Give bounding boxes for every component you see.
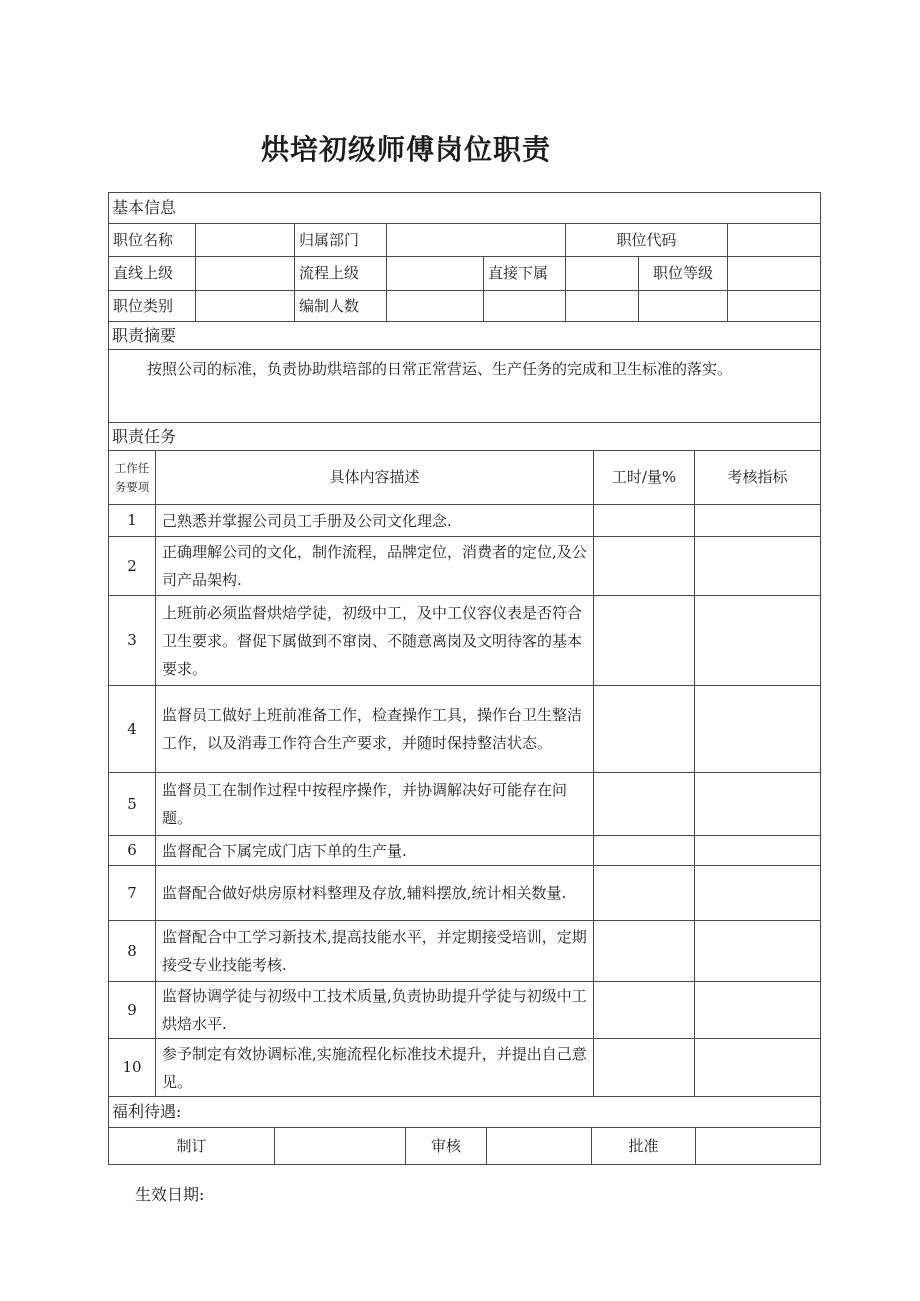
task-description: 监督配合中工学习新技术,提高技能水平，并定期接受培训，定期接受专业技能考核. [156, 921, 594, 982]
task-description: 监督配合下属完成门店下单的生产量. [156, 836, 594, 866]
task-description: 上班前必须监督烘焙学徒，初级中工，及中工仪容仪表是否符合卫生要求。督促下属做到不窜岗、不随意离岗及文明待客的基本要求。 [156, 596, 594, 686]
cell-headcount-value-3 [566, 291, 639, 322]
cell-line-manager-value [196, 257, 295, 291]
label-position-category: 职位类别 [109, 291, 196, 322]
basic-info-table [108, 192, 821, 322]
cell-headcount-value-4 [639, 291, 728, 322]
cell-position-category-value [196, 291, 295, 322]
approval-table [108, 1096, 821, 1165]
cell-drafted-value [275, 1128, 406, 1165]
page-title: 烘培初级师傅岗位职责 [260, 133, 551, 166]
label-department: 归属部门 [295, 224, 387, 257]
task-kpi-cell [695, 836, 821, 866]
task-description: 参予制定有效协调标准,实施流程化标准技术提升，并提出自己意见。 [156, 1039, 594, 1097]
task-kpi-cell [695, 537, 821, 596]
cell-department-value [387, 224, 566, 257]
task-description: 己熟悉并掌握公司员工手册及公司文化理念. [156, 505, 594, 537]
document-body [108, 192, 820, 1165]
label-position-name: 职位名称 [109, 224, 196, 257]
task-row [109, 866, 821, 921]
tasks-header-no: 工作任务要项 [109, 451, 156, 505]
task-description: 监督配合做好烘房原材料整理及存放,辅料摆放,统计相关数量. [156, 866, 594, 921]
task-kpi-cell [695, 982, 821, 1039]
task-row [109, 537, 821, 596]
label-headcount: 编制人数 [295, 291, 387, 322]
task-kpi-cell [695, 773, 821, 836]
task-no: 2 [109, 537, 156, 596]
label-position-grade: 职位等级 [639, 257, 728, 291]
task-kpi-cell [695, 866, 821, 921]
cell-approved-value [696, 1128, 821, 1165]
label-direct-reports: 直接下属 [484, 257, 566, 291]
task-row [109, 686, 821, 773]
cell-position-name-value [196, 224, 295, 257]
section-welfare: 福利待遇: [109, 1097, 821, 1128]
task-time-cell [594, 505, 695, 537]
task-no: 1 [109, 505, 156, 537]
task-no: 8 [109, 921, 156, 982]
task-no: 5 [109, 773, 156, 836]
task-time-cell [594, 836, 695, 866]
tasks-header-description: 具体内容描述 [156, 451, 594, 505]
task-kpi-cell [695, 686, 821, 773]
summary-text: 按照公司的标准，负责协助烘培部的日常正常营运、生产任务的完成和卫生标准的落实。 [109, 350, 821, 423]
task-row [109, 773, 821, 836]
task-time-cell [594, 982, 695, 1039]
task-no: 10 [109, 1039, 156, 1097]
section-tasks: 职责任务 [109, 423, 821, 451]
label-reviewed: 审核 [406, 1128, 487, 1165]
task-time-cell [594, 596, 695, 686]
cell-direct-reports-value [566, 257, 639, 291]
task-no: 9 [109, 982, 156, 1039]
task-row [109, 982, 821, 1039]
label-process-manager: 流程上级 [295, 257, 387, 291]
task-time-cell [594, 773, 695, 836]
label-line-manager: 直线上级 [109, 257, 196, 291]
task-time-cell [594, 866, 695, 921]
section-summary: 职责摘要 [109, 322, 821, 350]
task-row [109, 505, 821, 537]
summary-table [108, 321, 821, 423]
task-time-cell [594, 686, 695, 773]
task-row [109, 596, 821, 686]
cell-headcount-value-1 [387, 291, 484, 322]
effective-date-label: 生效日期: [135, 1185, 205, 1204]
task-time-cell [594, 921, 695, 982]
cell-position-code-value [728, 224, 821, 257]
label-position-code: 职位代码 [566, 224, 728, 257]
cell-headcount-value-2 [484, 291, 566, 322]
cell-process-manager-value [387, 257, 484, 291]
task-time-cell [594, 537, 695, 596]
tasks-header-kpi: 考核指标 [695, 451, 821, 505]
task-no: 6 [109, 836, 156, 866]
section-basic-info: 基本信息 [109, 193, 821, 224]
cell-reviewed-value [487, 1128, 592, 1165]
task-description: 监督员工在制作过程中按程序操作，并协调解决好可能存在问题。 [156, 773, 594, 836]
label-drafted: 制订 [109, 1128, 275, 1165]
tasks-table [108, 422, 821, 1097]
task-kpi-cell [695, 596, 821, 686]
task-description: 正确理解公司的文化，制作流程，品牌定位，消费者的定位,及公司产品架构. [156, 537, 594, 596]
task-row [109, 921, 821, 982]
cell-headcount-value-5 [728, 291, 821, 322]
task-row [109, 1039, 821, 1097]
task-no: 7 [109, 866, 156, 921]
task-description: 监督员工做好上班前准备工作，检查操作工具，操作台卫生整洁工作，以及消毒工作符合生产要求，并随时保持整洁状态。 [156, 686, 594, 773]
tasks-header-time-percent: 工时/量% [594, 451, 695, 505]
task-kpi-cell [695, 1039, 821, 1097]
task-kpi-cell [695, 921, 821, 982]
cell-position-grade-value [728, 257, 821, 291]
task-kpi-cell [695, 505, 821, 537]
label-approved: 批准 [592, 1128, 696, 1165]
task-description: 监督协调学徒与初级中工技术质量,负责协助提升学徒与初级中工烘焙水平. [156, 982, 594, 1039]
task-row [109, 836, 821, 866]
task-no: 4 [109, 686, 156, 773]
task-no: 3 [109, 596, 156, 686]
task-time-cell [594, 1039, 695, 1097]
